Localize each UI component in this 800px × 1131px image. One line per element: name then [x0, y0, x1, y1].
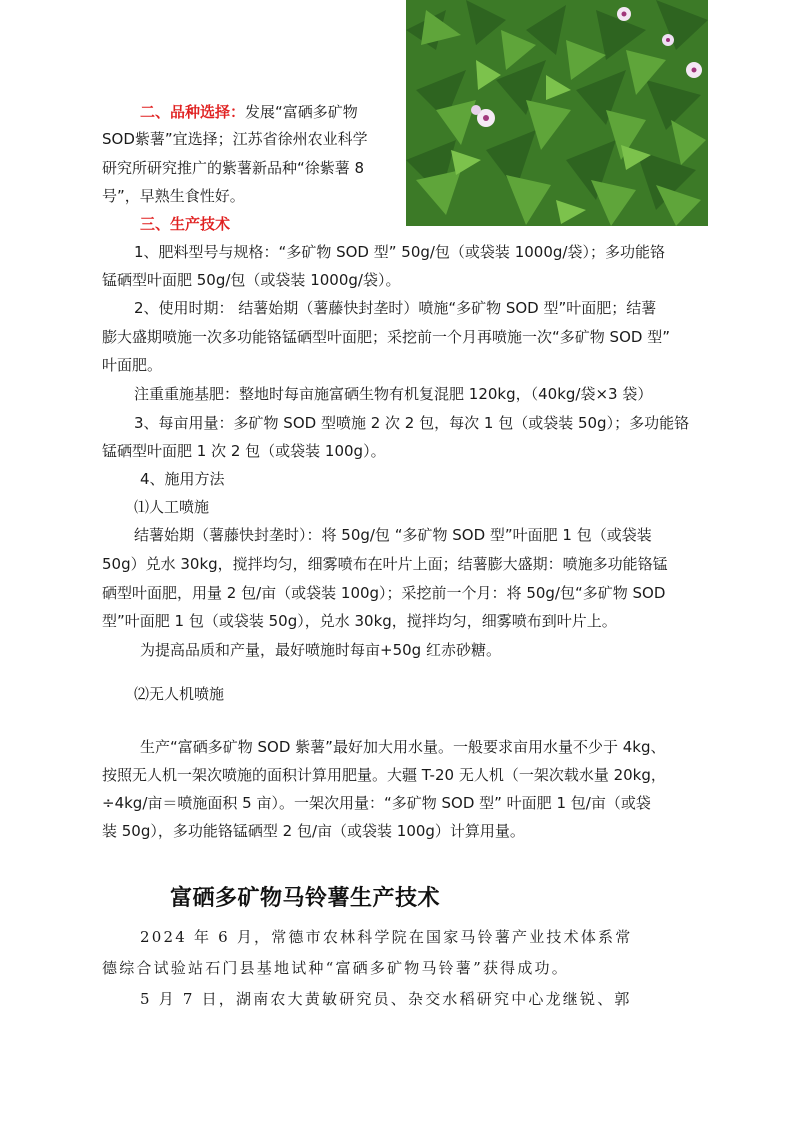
article-p2-line1: 5 月 7 日，湖南农大黄敏研究员、杂交水稻研究中心龙继锐、郭: [140, 990, 632, 1008]
drone-spray-line1: 生产“富硒多矿物 SOD 紫薯”最好加大用水量。一般要求亩用水量不少于 4kg、: [140, 738, 666, 756]
manual-spray-heading: ⑴人工喷施: [134, 498, 210, 516]
section2-line4: 号”，早熟生食性好。: [102, 187, 245, 205]
section3-p2-line3: 叶面肥。: [102, 356, 163, 374]
section3-heading: 三、生产技术: [140, 215, 231, 233]
article-p1-line1: 2024 年 6 月，常德市农林科学院在国家马铃薯产业技术体系常: [140, 928, 633, 946]
section2-line1-text: 发展“富硒多矿物: [245, 103, 358, 121]
manual-spray-line2: 50g）兑水 30kg，搅拌均匀，细雾喷布在叶片上面；结薯膨大盛期：喷施多功能铬锰: [102, 555, 668, 573]
article-title: 富硒多矿物马铃薯生产技术: [170, 886, 441, 911]
manual-spray-line1: 结薯始期（薯藤快封垄时）：将 50g/包 “多矿物 SOD 型”叶面肥 1 包（或袋装: [134, 526, 652, 544]
section2-line3: 研究所研究推广的紫薯新品种“徐紫薯 8: [102, 159, 365, 177]
drone-spray-line3: ÷4kg/亩＝喷施面积 5 亩）。一架次用量：“多矿物 SOD 型” 叶面肥 1 包/亩（或袋: [102, 794, 651, 812]
section3-p2-line2: 膨大盛期喷施一次多功能铬锰硒型叶面肥；采挖前一个月再喷施一次“多矿物 SOD 型”: [102, 328, 670, 346]
drone-spray-line4: 装 50g），多功能铬锰硒型 2 包/亩（或袋装 100g）计算用量。: [102, 822, 525, 840]
manual-spray-line4: 型”叶面肥 1 包（或袋装 50g），兑水 30kg，搅拌均匀，细雾喷布到叶片上。: [102, 612, 617, 630]
section3-p3-line2: 锰硒型叶面肥 1 次 2 包（或袋装 100g）。: [102, 442, 386, 460]
section2-line1: [140, 102, 358, 122]
section3-p3-line1: 3、每亩用量：多矿物 SOD 型喷施 2 次 2 包，每次 1 包（或袋装 50g）；多功能铬: [134, 414, 690, 432]
manual-spray-line5: 为提高品质和产量，最好喷施时每亩+50g 红赤砂糖。: [140, 641, 501, 659]
section3-p4: 4、施用方法: [140, 470, 225, 488]
section2-heading: 二、品种选择：: [140, 103, 246, 121]
section3-p1-line1: 1、肥料型号与规格：“多矿物 SOD 型” 50g/包（或袋装 1000g/袋）；多功能铬: [134, 243, 665, 261]
section2-line2: SOD紫薯”宜选择；江苏省徐州农业科学: [102, 130, 368, 148]
section3-p2-line1: 2、使用时期： 结薯始期（薯藤快封垄时）喷施“多矿物 SOD 型”叶面肥；结薯: [134, 299, 657, 317]
manual-spray-line3: 硒型叶面肥，用量 2 包/亩（或袋装 100g）；采挖前一个月：将 50g/包“多矿物 SOD: [102, 584, 666, 602]
section3-p1-line2: 锰硒型叶面肥 50g/包（或袋装 1000g/袋）。: [102, 271, 401, 289]
drone-spray-line2: 按照无人机一架次喷施的面积计算用肥量。大疆 T-20 无人机（一架次载水量 20kg，: [102, 766, 666, 784]
article-p1-line2: 德综合试验站石门县基地试种“富硒多矿物马铃薯”获得成功。: [102, 959, 569, 977]
section3-note: 注重重施基肥：整地时每亩施富硒生物有机复混肥 120kg，（40kg/袋×3 袋）: [134, 385, 653, 403]
sweet-potato-field-photo: [406, 0, 708, 226]
drone-spray-heading: ⑵无人机喷施: [134, 685, 225, 703]
